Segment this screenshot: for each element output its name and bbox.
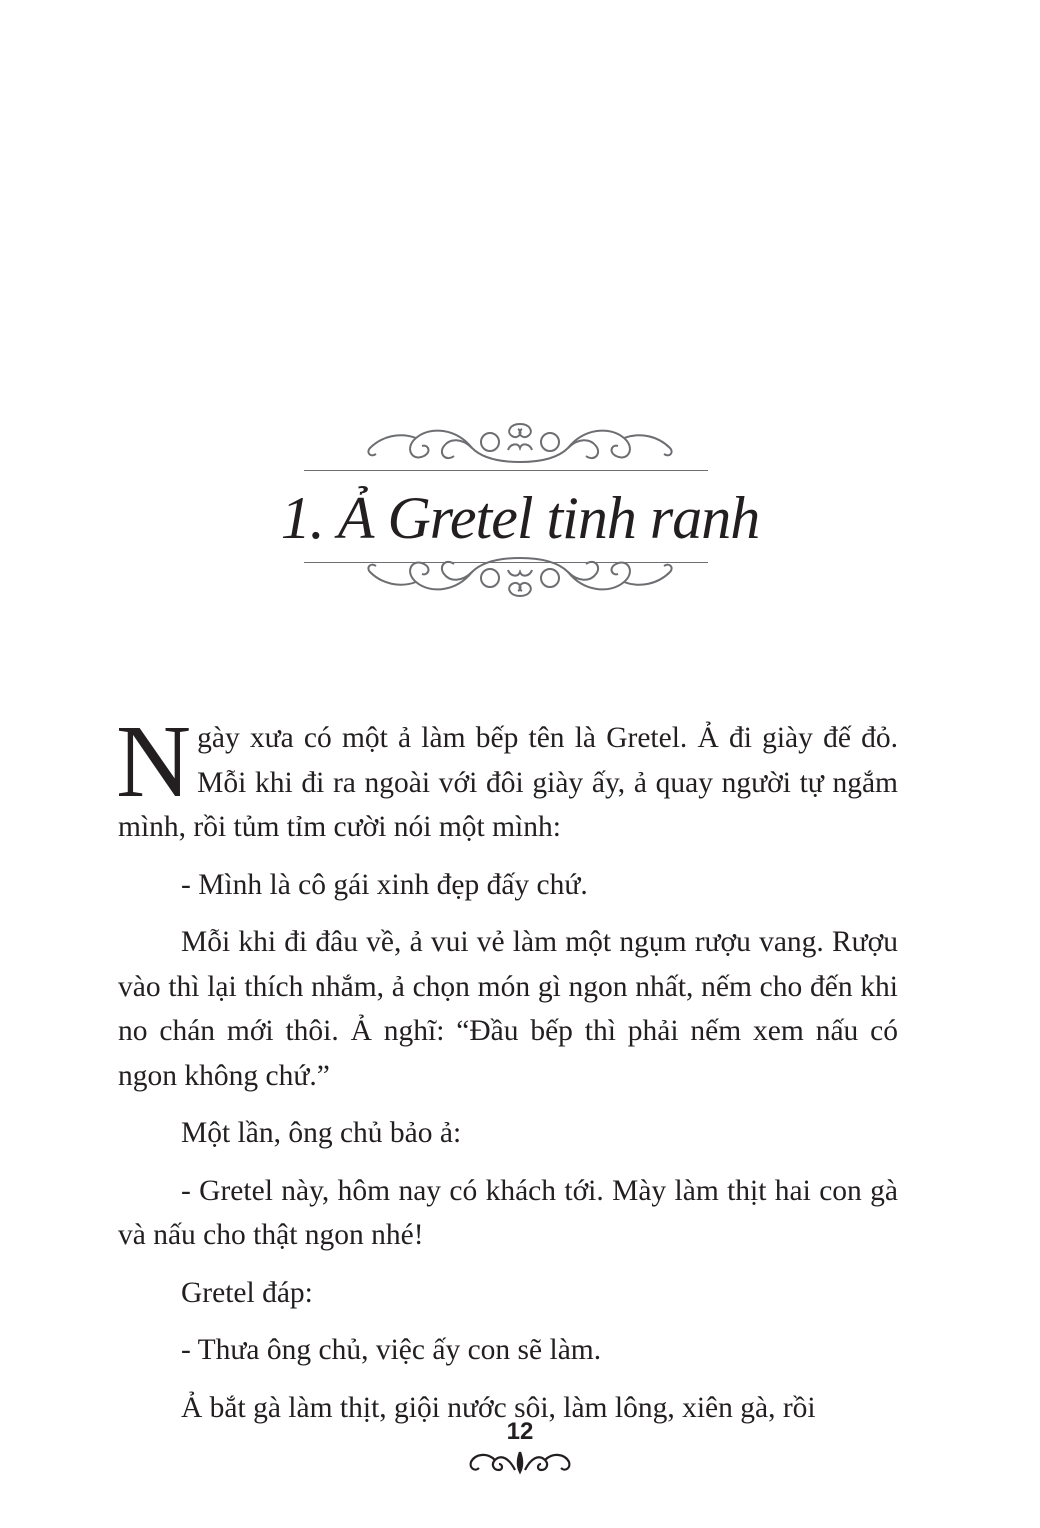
paragraph-7: - Thưa ông chủ, việc ấy con sẽ làm.	[181, 1334, 602, 1366]
paragraph-6: Gretel đáp:	[181, 1276, 313, 1309]
paragraph-8: Ả bắt gà làm thịt, giội nước sôi, làm lông, xiên gà, rồi	[181, 1391, 816, 1424]
paragraph-1-text: gày xưa có một ả làm bếp tên là Gretel. Ả đi giày đế đỏ. Mỗi khi đi ra ngoài với đôi giày ấy, ả quay người tự ngắm mình, rồi tủm tỉm cười nói một mình:	[118, 722, 898, 843]
title-ornament-bottom	[0, 552, 1040, 602]
paragraph-1	[116, 704, 898, 850]
title-rule-top	[304, 470, 708, 471]
paragraph-4: Một lần, ông chủ bảo ả:	[181, 1117, 462, 1149]
chapter-title: 1. Ả Gretel tinh ranh	[280, 485, 760, 551]
story-body	[116, 704, 898, 1443]
drop-cap: N	[116, 704, 192, 819]
paragraph-5: - Gretel này, hôm nay có khách tới. Mày làm thịt hai con gà và nấu cho thật ngon nhé!	[118, 1174, 898, 1251]
paragraph-2: - Mình là cô gái xinh đẹp đấy chứ.	[181, 868, 588, 901]
title-ornament-top	[0, 418, 1040, 468]
footer-ornament	[0, 1448, 1040, 1476]
page-number: 12	[506, 1418, 534, 1445]
paragraph-3: Mỗi khi đi đâu về, ả vui vẻ làm một ngụm rượu vang. Rượu vào thì lại thích nhắm, ả chọn món gì ngon nhất, nếm cho đến khi no chán mới thôi. Ả nghĩ: “Đầu bếp thì phải nếm xem nấu có ngon không chứ.”	[118, 926, 898, 1092]
